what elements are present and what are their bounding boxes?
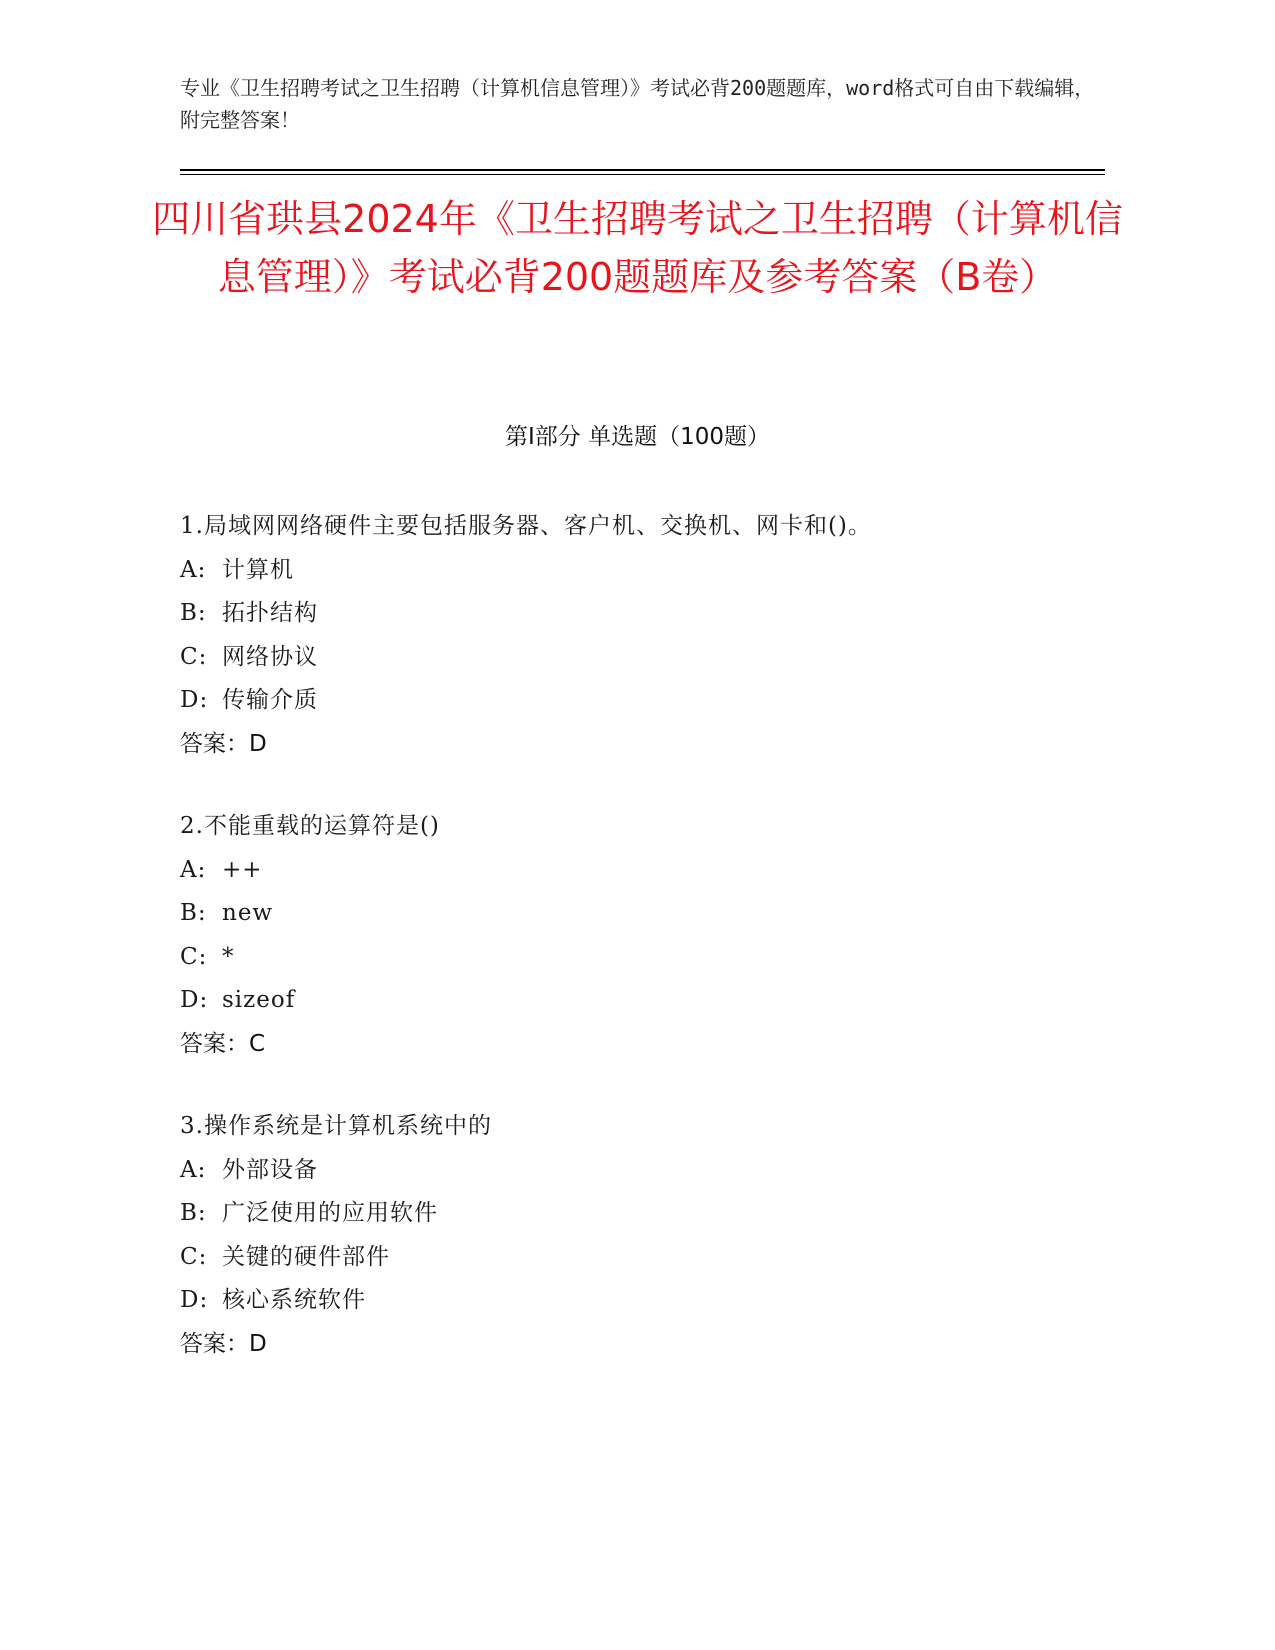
option-b [180,1192,1100,1236]
question-stem: 3.操作系统是计算机系统中的 [180,1113,492,1139]
option-text: new [222,900,274,926]
option-text: 网络协议 [222,643,318,670]
option-d [180,979,1100,1023]
option-label: D: [180,987,209,1013]
option-c [180,1236,1100,1280]
question-list [180,505,1100,1405]
header-note: 专业《卫生招聘考试之卫生招聘（计算机信息管理）》考试必背200题题库，word格式可自由下载编辑，附完整答案！ [180,76,1095,132]
option-text: 拓扑结构 [222,600,318,626]
answer-line: 答案：D [180,730,267,757]
option-label: A: [180,856,207,883]
option-b [180,592,1100,636]
option-text: * [222,943,235,970]
header-divider-thin [180,174,1105,175]
option-label: B: [180,900,207,926]
option-text: ++ [222,856,263,883]
option-a [180,1149,1100,1193]
option-label: C: [180,943,208,970]
option-d [180,679,1100,723]
option-text: 核心系统软件 [222,1287,366,1313]
option-d [180,1279,1100,1323]
option-a [180,549,1100,593]
option-label: D: [180,687,209,713]
option-text: sizeof [222,987,296,1013]
option-c [180,936,1100,980]
option-c [180,636,1100,680]
question-1 [180,505,1100,766]
document-title: 四川省珙县2024年《卫生招聘考试之卫生招聘（计算机信息管理）》考试必背200题题库及参考答案（B卷） [152,197,1123,299]
option-text: 关键的硬件部件 [222,1243,390,1270]
answer-line: 答案：C [180,1030,266,1057]
answer-line: 答案：D [180,1330,267,1357]
option-label: B: [180,600,207,626]
option-b [180,892,1100,936]
option-label: C: [180,1243,208,1270]
option-label: B: [180,1200,207,1226]
question-3 [180,1105,1100,1366]
option-label: A: [180,556,207,583]
option-label: D: [180,1287,209,1313]
option-text: 计算机 [222,556,294,583]
option-a [180,849,1100,893]
option-label: C: [180,643,208,670]
option-text: 广泛使用的应用软件 [222,1200,438,1226]
option-text: 传输介质 [222,687,318,713]
question-2 [180,805,1100,1066]
question-stem: 1.局域网网络硬件主要包括服务器、客户机、交换机、网卡和()。 [180,513,872,539]
option-label: A: [180,1156,207,1183]
question-stem: 2.不能重载的运算符是() [180,813,440,839]
section-title: 第Ⅰ部分 单选题（100题） [505,424,770,450]
header-divider-thick [180,169,1105,171]
option-text: 外部设备 [222,1156,318,1183]
